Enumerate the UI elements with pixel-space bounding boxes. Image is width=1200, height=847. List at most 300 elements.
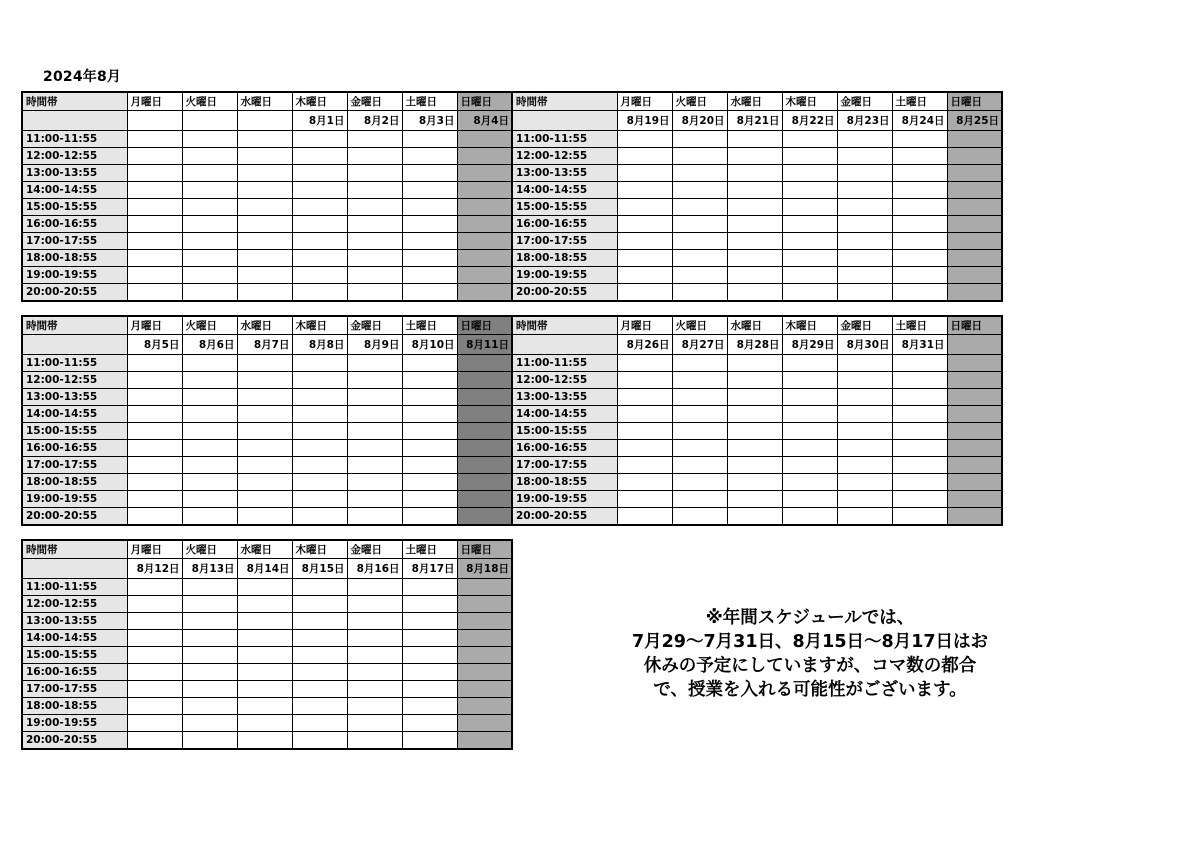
schedule-cell[interactable] <box>457 732 512 750</box>
schedule-cell[interactable] <box>672 250 727 267</box>
schedule-cell[interactable] <box>292 267 347 284</box>
schedule-cell[interactable] <box>617 389 672 406</box>
schedule-cell[interactable] <box>617 491 672 508</box>
schedule-cell[interactable] <box>127 216 182 233</box>
schedule-cell[interactable] <box>292 148 347 165</box>
schedule-cell[interactable] <box>182 491 237 508</box>
schedule-cell[interactable] <box>947 406 1002 423</box>
schedule-cell[interactable] <box>617 216 672 233</box>
schedule-cell[interactable] <box>457 596 512 613</box>
schedule-cell[interactable] <box>237 233 292 250</box>
schedule-cell[interactable] <box>182 440 237 457</box>
schedule-cell[interactable] <box>182 199 237 216</box>
schedule-cell[interactable] <box>237 406 292 423</box>
schedule-cell[interactable] <box>292 596 347 613</box>
schedule-cell[interactable] <box>727 457 782 474</box>
schedule-cell[interactable] <box>617 440 672 457</box>
schedule-cell[interactable] <box>127 182 182 199</box>
schedule-cell[interactable] <box>782 491 837 508</box>
schedule-cell[interactable] <box>127 389 182 406</box>
schedule-cell[interactable] <box>947 233 1002 250</box>
schedule-cell[interactable] <box>837 491 892 508</box>
schedule-cell[interactable] <box>292 182 347 199</box>
schedule-cell[interactable] <box>672 165 727 182</box>
schedule-cell[interactable] <box>892 131 947 148</box>
schedule-cell[interactable] <box>617 182 672 199</box>
schedule-cell[interactable] <box>182 630 237 647</box>
schedule-cell[interactable] <box>182 372 237 389</box>
schedule-cell[interactable] <box>347 199 402 216</box>
schedule-cell[interactable] <box>402 423 457 440</box>
schedule-cell[interactable] <box>347 148 402 165</box>
schedule-cell[interactable] <box>617 131 672 148</box>
schedule-cell[interactable] <box>457 182 512 199</box>
schedule-cell[interactable] <box>127 664 182 681</box>
schedule-cell[interactable] <box>457 199 512 216</box>
schedule-cell[interactable] <box>617 267 672 284</box>
schedule-cell[interactable] <box>347 715 402 732</box>
schedule-cell[interactable] <box>457 284 512 302</box>
schedule-cell[interactable] <box>127 267 182 284</box>
schedule-cell[interactable] <box>292 284 347 302</box>
schedule-cell[interactable] <box>127 233 182 250</box>
schedule-cell[interactable] <box>292 199 347 216</box>
schedule-cell[interactable] <box>892 406 947 423</box>
schedule-cell[interactable] <box>727 355 782 372</box>
schedule-cell[interactable] <box>347 355 402 372</box>
schedule-cell[interactable] <box>237 389 292 406</box>
schedule-cell[interactable] <box>727 440 782 457</box>
schedule-cell[interactable] <box>347 440 402 457</box>
schedule-cell[interactable] <box>947 182 1002 199</box>
schedule-cell[interactable] <box>237 216 292 233</box>
schedule-cell[interactable] <box>892 250 947 267</box>
schedule-cell[interactable] <box>237 440 292 457</box>
schedule-cell[interactable] <box>402 630 457 647</box>
schedule-cell[interactable] <box>672 148 727 165</box>
schedule-cell[interactable] <box>402 715 457 732</box>
schedule-cell[interactable] <box>837 182 892 199</box>
schedule-cell[interactable] <box>127 457 182 474</box>
schedule-cell[interactable] <box>947 389 1002 406</box>
schedule-cell[interactable] <box>402 579 457 596</box>
schedule-cell[interactable] <box>402 199 457 216</box>
schedule-cell[interactable] <box>402 440 457 457</box>
schedule-cell[interactable] <box>672 457 727 474</box>
schedule-cell[interactable] <box>237 647 292 664</box>
schedule-cell[interactable] <box>347 681 402 698</box>
schedule-cell[interactable] <box>402 647 457 664</box>
schedule-cell[interactable] <box>402 165 457 182</box>
schedule-cell[interactable] <box>892 423 947 440</box>
schedule-cell[interactable] <box>457 216 512 233</box>
schedule-cell[interactable] <box>947 267 1002 284</box>
schedule-cell[interactable] <box>947 165 1002 182</box>
schedule-cell[interactable] <box>402 233 457 250</box>
schedule-cell[interactable] <box>947 216 1002 233</box>
schedule-cell[interactable] <box>347 182 402 199</box>
schedule-cell[interactable] <box>237 491 292 508</box>
schedule-cell[interactable] <box>347 508 402 526</box>
schedule-cell[interactable] <box>292 732 347 750</box>
schedule-cell[interactable] <box>457 423 512 440</box>
schedule-cell[interactable] <box>347 250 402 267</box>
schedule-cell[interactable] <box>727 474 782 491</box>
schedule-cell[interactable] <box>782 233 837 250</box>
schedule-cell[interactable] <box>782 474 837 491</box>
schedule-cell[interactable] <box>837 165 892 182</box>
schedule-cell[interactable] <box>837 457 892 474</box>
schedule-cell[interactable] <box>672 440 727 457</box>
schedule-cell[interactable] <box>402 613 457 630</box>
schedule-cell[interactable] <box>182 284 237 302</box>
schedule-cell[interactable] <box>127 440 182 457</box>
schedule-cell[interactable] <box>347 233 402 250</box>
schedule-cell[interactable] <box>292 613 347 630</box>
schedule-cell[interactable] <box>617 423 672 440</box>
schedule-cell[interactable] <box>237 131 292 148</box>
schedule-cell[interactable] <box>837 423 892 440</box>
schedule-cell[interactable] <box>292 423 347 440</box>
schedule-cell[interactable] <box>727 233 782 250</box>
schedule-cell[interactable] <box>672 131 727 148</box>
schedule-cell[interactable] <box>402 284 457 302</box>
schedule-cell[interactable] <box>457 457 512 474</box>
schedule-cell[interactable] <box>947 250 1002 267</box>
schedule-cell[interactable] <box>617 165 672 182</box>
schedule-cell[interactable] <box>457 630 512 647</box>
schedule-cell[interactable] <box>782 148 837 165</box>
schedule-cell[interactable] <box>617 372 672 389</box>
schedule-cell[interactable] <box>837 131 892 148</box>
schedule-cell[interactable] <box>127 372 182 389</box>
schedule-cell[interactable] <box>727 131 782 148</box>
schedule-cell[interactable] <box>237 199 292 216</box>
schedule-cell[interactable] <box>672 267 727 284</box>
schedule-cell[interactable] <box>457 579 512 596</box>
schedule-cell[interactable] <box>782 389 837 406</box>
schedule-cell[interactable] <box>292 355 347 372</box>
schedule-cell[interactable] <box>347 474 402 491</box>
schedule-cell[interactable] <box>617 406 672 423</box>
schedule-cell[interactable] <box>457 508 512 526</box>
schedule-cell[interactable] <box>237 423 292 440</box>
schedule-cell[interactable] <box>672 355 727 372</box>
schedule-cell[interactable] <box>127 199 182 216</box>
schedule-cell[interactable] <box>402 457 457 474</box>
schedule-cell[interactable] <box>237 284 292 302</box>
schedule-cell[interactable] <box>892 474 947 491</box>
schedule-cell[interactable] <box>617 284 672 302</box>
schedule-cell[interactable] <box>837 508 892 526</box>
schedule-cell[interactable] <box>347 165 402 182</box>
schedule-cell[interactable] <box>947 284 1002 302</box>
schedule-cell[interactable] <box>782 216 837 233</box>
schedule-cell[interactable] <box>237 474 292 491</box>
schedule-cell[interactable] <box>782 267 837 284</box>
schedule-cell[interactable] <box>292 233 347 250</box>
schedule-cell[interactable] <box>782 372 837 389</box>
schedule-cell[interactable] <box>837 267 892 284</box>
schedule-cell[interactable] <box>892 389 947 406</box>
schedule-cell[interactable] <box>127 406 182 423</box>
schedule-cell[interactable] <box>182 715 237 732</box>
schedule-cell[interactable] <box>402 698 457 715</box>
schedule-cell[interactable] <box>182 664 237 681</box>
schedule-cell[interactable] <box>182 698 237 715</box>
schedule-cell[interactable] <box>892 491 947 508</box>
schedule-cell[interactable] <box>457 165 512 182</box>
schedule-cell[interactable] <box>347 423 402 440</box>
schedule-cell[interactable] <box>182 250 237 267</box>
schedule-cell[interactable] <box>617 250 672 267</box>
schedule-cell[interactable] <box>237 355 292 372</box>
schedule-cell[interactable] <box>347 372 402 389</box>
schedule-cell[interactable] <box>892 440 947 457</box>
schedule-cell[interactable] <box>672 389 727 406</box>
schedule-cell[interactable] <box>237 698 292 715</box>
schedule-cell[interactable] <box>837 148 892 165</box>
schedule-cell[interactable] <box>182 596 237 613</box>
schedule-cell[interactable] <box>947 440 1002 457</box>
schedule-cell[interactable] <box>457 647 512 664</box>
schedule-cell[interactable] <box>782 284 837 302</box>
schedule-cell[interactable] <box>347 406 402 423</box>
schedule-cell[interactable] <box>947 457 1002 474</box>
schedule-cell[interactable] <box>237 732 292 750</box>
schedule-cell[interactable] <box>457 440 512 457</box>
schedule-cell[interactable] <box>892 233 947 250</box>
schedule-cell[interactable] <box>457 664 512 681</box>
schedule-cell[interactable] <box>237 165 292 182</box>
schedule-cell[interactable] <box>402 372 457 389</box>
schedule-cell[interactable] <box>182 389 237 406</box>
schedule-cell[interactable] <box>672 508 727 526</box>
schedule-cell[interactable] <box>947 148 1002 165</box>
schedule-cell[interactable] <box>457 250 512 267</box>
schedule-cell[interactable] <box>292 406 347 423</box>
schedule-cell[interactable] <box>837 233 892 250</box>
schedule-cell[interactable] <box>347 131 402 148</box>
schedule-cell[interactable] <box>237 250 292 267</box>
schedule-cell[interactable] <box>127 715 182 732</box>
schedule-cell[interactable] <box>782 508 837 526</box>
schedule-cell[interactable] <box>837 250 892 267</box>
schedule-cell[interactable] <box>127 491 182 508</box>
schedule-cell[interactable] <box>402 267 457 284</box>
schedule-cell[interactable] <box>237 664 292 681</box>
schedule-cell[interactable] <box>347 579 402 596</box>
schedule-cell[interactable] <box>182 647 237 664</box>
schedule-cell[interactable] <box>237 148 292 165</box>
schedule-cell[interactable] <box>727 267 782 284</box>
schedule-cell[interactable] <box>182 423 237 440</box>
schedule-cell[interactable] <box>347 647 402 664</box>
schedule-cell[interactable] <box>127 474 182 491</box>
schedule-cell[interactable] <box>727 284 782 302</box>
schedule-cell[interactable] <box>127 148 182 165</box>
schedule-cell[interactable] <box>672 372 727 389</box>
schedule-cell[interactable] <box>237 681 292 698</box>
schedule-cell[interactable] <box>782 406 837 423</box>
schedule-cell[interactable] <box>672 199 727 216</box>
schedule-cell[interactable] <box>457 698 512 715</box>
schedule-cell[interactable] <box>727 406 782 423</box>
schedule-cell[interactable] <box>892 148 947 165</box>
schedule-cell[interactable] <box>457 355 512 372</box>
schedule-cell[interactable] <box>127 355 182 372</box>
schedule-cell[interactable] <box>782 423 837 440</box>
schedule-cell[interactable] <box>782 457 837 474</box>
schedule-cell[interactable] <box>892 508 947 526</box>
schedule-cell[interactable] <box>672 182 727 199</box>
schedule-cell[interactable] <box>402 216 457 233</box>
schedule-cell[interactable] <box>347 732 402 750</box>
schedule-cell[interactable] <box>947 491 1002 508</box>
schedule-cell[interactable] <box>892 165 947 182</box>
schedule-cell[interactable] <box>402 491 457 508</box>
schedule-cell[interactable] <box>292 440 347 457</box>
schedule-cell[interactable] <box>347 267 402 284</box>
schedule-cell[interactable] <box>127 647 182 664</box>
schedule-cell[interactable] <box>127 508 182 526</box>
schedule-cell[interactable] <box>127 613 182 630</box>
schedule-cell[interactable] <box>457 233 512 250</box>
schedule-cell[interactable] <box>617 474 672 491</box>
schedule-cell[interactable] <box>292 664 347 681</box>
schedule-cell[interactable] <box>402 681 457 698</box>
schedule-cell[interactable] <box>672 423 727 440</box>
schedule-cell[interactable] <box>182 732 237 750</box>
schedule-cell[interactable] <box>127 250 182 267</box>
schedule-cell[interactable] <box>237 715 292 732</box>
schedule-cell[interactable] <box>127 284 182 302</box>
schedule-cell[interactable] <box>782 440 837 457</box>
schedule-cell[interactable] <box>782 250 837 267</box>
schedule-cell[interactable] <box>347 613 402 630</box>
schedule-cell[interactable] <box>127 579 182 596</box>
schedule-cell[interactable] <box>127 165 182 182</box>
schedule-cell[interactable] <box>672 284 727 302</box>
schedule-cell[interactable] <box>457 372 512 389</box>
schedule-cell[interactable] <box>457 681 512 698</box>
schedule-cell[interactable] <box>782 355 837 372</box>
schedule-cell[interactable] <box>837 389 892 406</box>
schedule-cell[interactable] <box>892 267 947 284</box>
schedule-cell[interactable] <box>672 216 727 233</box>
schedule-cell[interactable] <box>457 148 512 165</box>
schedule-cell[interactable] <box>402 250 457 267</box>
schedule-cell[interactable] <box>782 199 837 216</box>
schedule-cell[interactable] <box>347 630 402 647</box>
schedule-cell[interactable] <box>237 457 292 474</box>
schedule-cell[interactable] <box>292 457 347 474</box>
schedule-cell[interactable] <box>292 250 347 267</box>
schedule-cell[interactable] <box>127 732 182 750</box>
schedule-cell[interactable] <box>127 423 182 440</box>
schedule-cell[interactable] <box>947 508 1002 526</box>
schedule-cell[interactable] <box>672 233 727 250</box>
schedule-cell[interactable] <box>947 474 1002 491</box>
schedule-cell[interactable] <box>292 681 347 698</box>
schedule-cell[interactable] <box>837 284 892 302</box>
schedule-cell[interactable] <box>782 131 837 148</box>
schedule-cell[interactable] <box>672 406 727 423</box>
schedule-cell[interactable] <box>782 182 837 199</box>
schedule-cell[interactable] <box>347 284 402 302</box>
schedule-cell[interactable] <box>727 372 782 389</box>
schedule-cell[interactable] <box>292 165 347 182</box>
schedule-cell[interactable] <box>457 267 512 284</box>
schedule-cell[interactable] <box>292 474 347 491</box>
schedule-cell[interactable] <box>237 579 292 596</box>
schedule-cell[interactable] <box>182 216 237 233</box>
schedule-cell[interactable] <box>347 216 402 233</box>
schedule-cell[interactable] <box>617 508 672 526</box>
schedule-cell[interactable] <box>347 491 402 508</box>
schedule-cell[interactable] <box>617 457 672 474</box>
schedule-cell[interactable] <box>402 406 457 423</box>
schedule-cell[interactable] <box>292 579 347 596</box>
schedule-cell[interactable] <box>947 131 1002 148</box>
schedule-cell[interactable] <box>892 182 947 199</box>
schedule-cell[interactable] <box>292 131 347 148</box>
schedule-cell[interactable] <box>837 216 892 233</box>
schedule-cell[interactable] <box>892 355 947 372</box>
schedule-cell[interactable] <box>127 698 182 715</box>
schedule-cell[interactable] <box>402 474 457 491</box>
schedule-cell[interactable] <box>727 250 782 267</box>
schedule-cell[interactable] <box>457 131 512 148</box>
schedule-cell[interactable] <box>402 182 457 199</box>
schedule-cell[interactable] <box>292 216 347 233</box>
schedule-cell[interactable] <box>237 630 292 647</box>
schedule-cell[interactable] <box>237 182 292 199</box>
schedule-cell[interactable] <box>617 148 672 165</box>
schedule-cell[interactable] <box>182 681 237 698</box>
schedule-cell[interactable] <box>617 199 672 216</box>
schedule-cell[interactable] <box>292 647 347 664</box>
schedule-cell[interactable] <box>402 508 457 526</box>
schedule-cell[interactable] <box>727 165 782 182</box>
schedule-cell[interactable] <box>457 389 512 406</box>
schedule-cell[interactable] <box>672 491 727 508</box>
schedule-cell[interactable] <box>182 131 237 148</box>
schedule-cell[interactable] <box>947 199 1002 216</box>
schedule-cell[interactable] <box>837 474 892 491</box>
schedule-cell[interactable] <box>402 131 457 148</box>
schedule-cell[interactable] <box>237 596 292 613</box>
schedule-cell[interactable] <box>347 664 402 681</box>
schedule-cell[interactable] <box>292 372 347 389</box>
schedule-cell[interactable] <box>892 199 947 216</box>
schedule-cell[interactable] <box>182 508 237 526</box>
schedule-cell[interactable] <box>727 491 782 508</box>
schedule-cell[interactable] <box>402 389 457 406</box>
schedule-cell[interactable] <box>347 596 402 613</box>
schedule-cell[interactable] <box>837 440 892 457</box>
schedule-cell[interactable] <box>402 664 457 681</box>
schedule-cell[interactable] <box>727 423 782 440</box>
schedule-cell[interactable] <box>727 148 782 165</box>
schedule-cell[interactable] <box>292 508 347 526</box>
schedule-cell[interactable] <box>837 406 892 423</box>
schedule-cell[interactable] <box>127 131 182 148</box>
schedule-cell[interactable] <box>947 355 1002 372</box>
schedule-cell[interactable] <box>347 457 402 474</box>
schedule-cell[interactable] <box>457 406 512 423</box>
schedule-cell[interactable] <box>127 596 182 613</box>
